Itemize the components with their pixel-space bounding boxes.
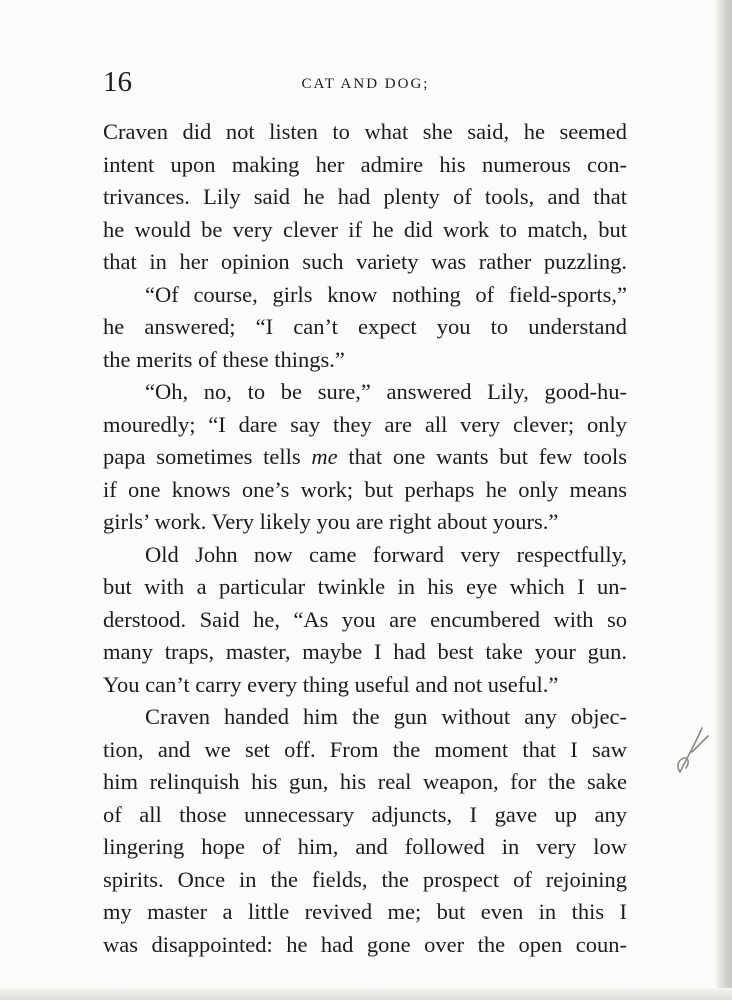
text-line: Old John now came forward very respectfully,	[145, 541, 627, 567]
text-line: intent upon making her admire his numerous con-	[103, 151, 627, 177]
text-line: but with a particular twinkle in his eye which I un-	[103, 574, 627, 599]
pencil-scribble-icon	[672, 722, 712, 782]
emphasis: me	[311, 444, 338, 469]
text-line: derstood. Said he, “As you are encumbered with so	[103, 606, 627, 632]
text-line: spirits. Once in the fields, the prospect of rejoining	[103, 866, 627, 892]
text-line: Craven handed him the gun without any objec-	[145, 704, 627, 729]
text-line: him relinquish his gun, his real weapon, for the sake	[103, 769, 627, 794]
text-line: he answered; “I can’t expect you to understand	[103, 314, 627, 339]
text-line: the merits of these things.”	[103, 346, 345, 372]
page-edge-bottom	[0, 988, 732, 1000]
page-number: 16	[103, 66, 132, 98]
text-line: “Of course, girls know nothing of field-sports,”	[145, 281, 627, 307]
text-line: mouredly; “I dare say they are all very clever; only	[103, 411, 627, 437]
text-line: if one knows one’s work; but perhaps he only means	[103, 476, 627, 502]
text-line: lingering hope of him, and followed in very low	[103, 834, 627, 859]
text-line: trivances. Lily said he had plenty of tools, and that	[103, 184, 627, 209]
text-line: “Oh, no, to be sure,” answered Lily, good-hu-	[145, 379, 627, 404]
text-line: girls’ work. Very likely you are right about yours.”	[103, 509, 559, 534]
text-line: my master a little revived me; but even in this I	[103, 899, 627, 924]
text-line: that in her opinion such variety was rather puzzling.	[103, 249, 627, 274]
page-edge-right	[716, 0, 732, 1000]
text-line: he would be very clever if he did work to match, but	[103, 216, 627, 242]
text-line: of all those unnecessary adjuncts, I gave up any	[103, 801, 627, 827]
body-text	[103, 116, 627, 961]
page-header	[103, 64, 628, 100]
text-line: papa sometimes tells me that one wants but few tools	[103, 444, 627, 469]
running-head: CAT AND DOG;	[301, 76, 430, 92]
text-line: Craven did not listen to what she said, he seemed	[103, 119, 627, 144]
text-line: was disappointed: he had gone over the open coun-	[103, 931, 627, 957]
text-line: many traps, master, maybe I had best take your gun.	[103, 639, 627, 664]
text-line: You can’t carry every thing useful and not useful.”	[103, 671, 559, 697]
text-line: tion, and we set off. From the moment that I saw	[103, 736, 627, 762]
